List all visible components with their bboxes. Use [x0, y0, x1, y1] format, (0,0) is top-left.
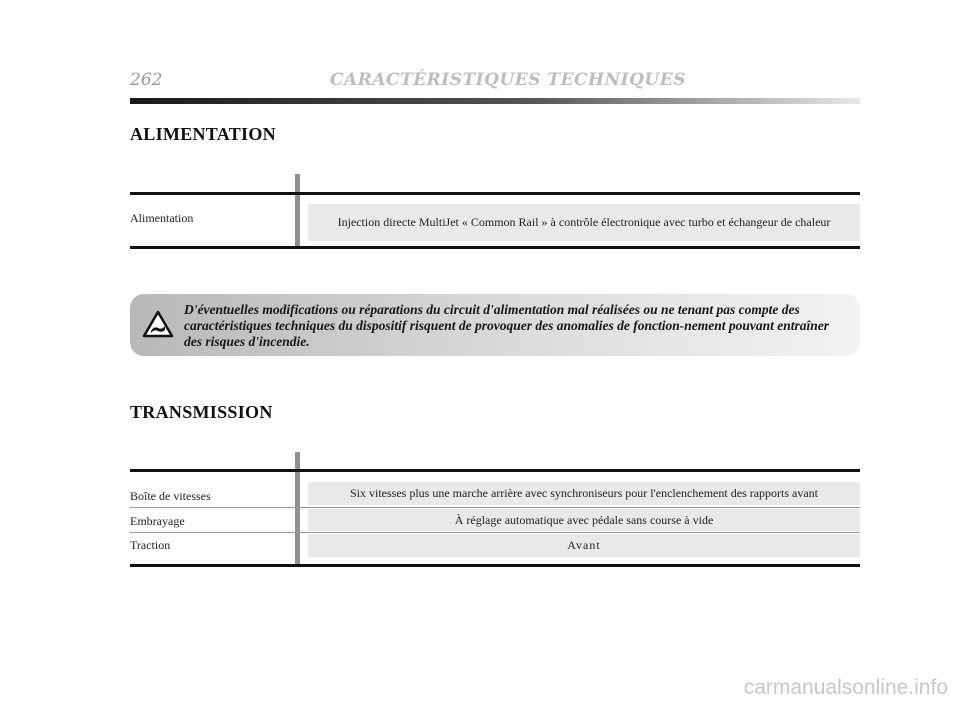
header-rule — [130, 98, 860, 104]
row-label-traction: Traction — [130, 538, 171, 552]
row-label-embrayage: Embrayage — [130, 514, 185, 528]
warning-box — [130, 294, 860, 356]
page-number: 262 — [130, 70, 163, 90]
table-top-rule — [130, 469, 860, 472]
running-title: CARACTÉRISTIQUES TECHNIQUES — [330, 70, 686, 90]
warning-text: D'éventuelles modifications ou réparations du circuit d'alimentation mal réalisées ou ne tenant pas compte des caractéristiques techniques du dispositif risquent de provoquer des anomalies de fonction-nement pouvant entraîner des risques d'incendie. — [184, 302, 830, 349]
row-value-traction: Avant — [308, 534, 860, 557]
section-title-alimentation: ALIMENTATION — [130, 124, 276, 144]
row-separator — [130, 532, 860, 533]
watermark: carmanualsonline.info — [743, 676, 948, 699]
row-value-boite: Six vitesses plus une marche arrière avec synchroniseurs pour l'enclenchement des rapports avant — [308, 482, 860, 505]
warning-triangle-icon — [142, 310, 174, 338]
row-label-boite: Boîte de vitesses — [130, 489, 211, 503]
table-bottom-rule — [130, 564, 860, 567]
row-value-embrayage: À réglage automatique avec pédale sans course à vide — [308, 509, 860, 531]
row-separator — [130, 507, 860, 508]
table-top-rule — [130, 192, 860, 195]
table-vertical-bar — [295, 174, 300, 246]
row-value-alimentation: Injection directe MultiJet « Common Rail » à contrôle électronique avec turbo et échangeur de chaleur — [308, 204, 860, 241]
table-bottom-rule — [130, 246, 860, 249]
row-label-alimentation: Alimentation — [130, 211, 194, 225]
section-title-transmission: TRANSMISSION — [130, 402, 273, 422]
